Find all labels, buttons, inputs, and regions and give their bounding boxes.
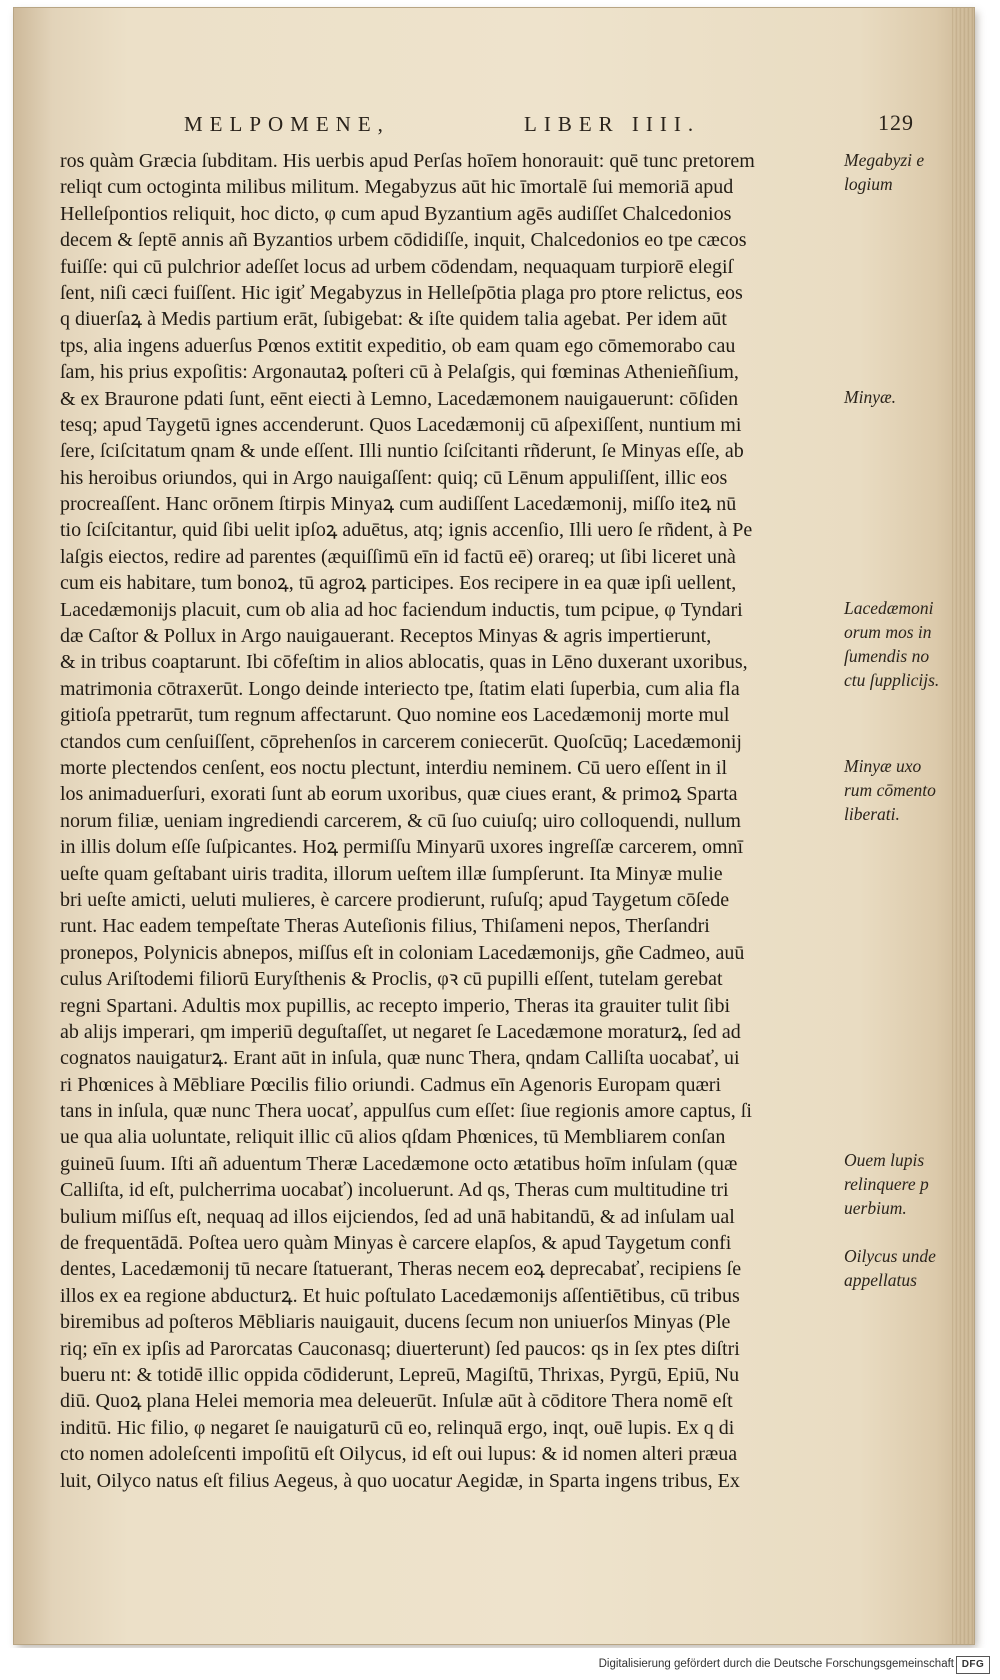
text-line: norum filiæ, ueniam ingrediendi carcerem, & cū ſuo cuiuſq; uiro colloquendi, nullum bbox=[60, 809, 741, 832]
marginal-note-line: liberati. bbox=[844, 804, 900, 824]
text-line: ſere, ſciſcitatum qnam & unde eſſent. Illi nuntio ſciſcitanti rñderunt, ſe Minyas eſſe, ab bbox=[60, 440, 744, 463]
text-line: guineū ſuum. Iſti añ aduentum Theræ Lacedæmone octo ætatibus hoīm inſulam (quæ bbox=[60, 1152, 738, 1175]
text-line: procreaſſent. Hanc orōnem ſtirpis Minyaꝝ cum audiſſent Lacedæmonij, miſſo iteꝝ nū bbox=[60, 493, 737, 516]
text-line: bulium miſſus eſt, nequaq ad illos eijciendos, ſed ad unā habitandū, & ad inſulam ual bbox=[60, 1205, 735, 1228]
text-line: Lacedæmonijs placuit, cum ob alia ad hoc faciendum inductis, tum pcipue, φ Tyndari bbox=[60, 598, 743, 621]
text-line: tio ſciſcitantur, quid ſibi uelit ipſoꝝ aduētus, atq; ignis accenſio, Illi uero ſe rñdent, à Pe bbox=[60, 519, 753, 542]
body-text bbox=[60, 148, 840, 1494]
text-line: ctandos cum cenſuiſſent, cōprehenſos in carcerem coniecerūt. Quoſcūq; Lacedæmonij bbox=[60, 730, 742, 753]
text-line: dæ Caſtor & Pollux in Argo nauigauerant. Receptos Minyas & agris impertierunt, bbox=[60, 625, 712, 648]
text-line: luit, Oilyco natus eſt filius Aegeus, à quo uocatur Aegidæ, in Sparta ingens tribus, Ex bbox=[60, 1469, 740, 1492]
marginal-note-line: Minyæ uxo bbox=[844, 756, 922, 776]
text-line: ue qua alia uoluntate, reliquit illic cū alios qſdam Phœnices, tū Membliarem conſan bbox=[60, 1126, 726, 1149]
marginal-note-line: Megabyzi e bbox=[844, 150, 925, 170]
text-line: his heroibus oriundos, qui in Argo nauigaſſent: quiq; cū Lēnum appuliſſent, illic eos bbox=[60, 466, 728, 489]
text-line: & in tribus coaptarunt. Ibi cōfeſtim in alios ablocatis, quas in Lēno duxerant uxoribus, bbox=[60, 651, 748, 674]
text-line: illos ex ea regione abducturꝝ. Et huic poſtulato Lacedæmonijs aſſentiētibus, cū tribus bbox=[60, 1284, 740, 1307]
text-line: laſgis eiectos, redire ad parentes (æquiſſimū eīn id factū eē) orareq; ut ſibi liceret unà bbox=[60, 545, 736, 568]
text-line: regni Spartani. Adultis mox pupillis, ac recepto imperio, Theras ita grauiter tulit ſibi bbox=[60, 994, 731, 1017]
text-line: reliqt cum octoginta milibus militum. Megabyzus aūt hic īmortalē ſui memoriā apud bbox=[60, 176, 734, 199]
marginal-note-line: Ouem lupis bbox=[844, 1150, 925, 1170]
text-line: ſam, his prius expoſitis: Argonautaꝝ poſteri cū à Pelaſgis, qui fœminas Athenieñſium, bbox=[60, 361, 739, 384]
marginal-note-line: relinquere p bbox=[844, 1174, 929, 1194]
marginal-note-oilycus bbox=[844, 1244, 956, 1292]
marginal-note-lacedaemoniorum-mos bbox=[844, 596, 956, 692]
text-line: decem & ſeptē annis añ Byzantios urbem cōdidiſſe, inquit, Chalcedonios eo tpe cæcos bbox=[60, 229, 747, 252]
text-line: bri ueſte amicti, ueluti mulieres, è carcere prodierunt, ruſuſq; apud Taygetum cōſede bbox=[60, 888, 730, 911]
marginal-note-line: uerbium. bbox=[844, 1198, 907, 1218]
book-page bbox=[14, 8, 974, 1644]
text-line: tans in inſula, quæ nunc Thera uocať, appulſus cum eſſet: ſiue regionis amore captus, ſi bbox=[60, 1100, 752, 1123]
marginal-note-line: Minyæ. bbox=[844, 387, 897, 407]
text-line: culus Ariſtodemi filiorū Euryſthenis & Proclis, φꝛ cū pupilli eſſent, tutelam gerebat bbox=[60, 968, 723, 991]
marginal-note-line: Lacedæmoni bbox=[844, 598, 934, 618]
text-line: ri Phœnices à Mēbliare Pœcilis filio oriundi. Cadmus eīn Agenoris Europam quæri bbox=[60, 1073, 722, 1096]
marginal-note-minyae bbox=[844, 385, 956, 409]
text-line: ſent, niſi cæci fuiſſent. Hic igiť Megabyzus in Helleſpōtia plaga pro ptore relictus, eos bbox=[60, 281, 743, 304]
text-line: q diuerſaꝝ à Medis partium erāt, ſubigebat: & iſte quidem talia agebat. Per idem aūt bbox=[60, 308, 727, 331]
marginal-note-ouem-lupis bbox=[844, 1148, 956, 1220]
running-book: LIBER IIII. bbox=[524, 112, 701, 136]
footer-bar bbox=[0, 1648, 1000, 1680]
folio-number: 129 bbox=[878, 110, 914, 135]
running-head bbox=[184, 112, 914, 142]
marginal-note-line: orum mos in bbox=[844, 622, 932, 642]
dfg-logo: DFG bbox=[956, 1656, 990, 1674]
text-line: tesq; apud Taygetū ignes accenderunt. Quos Lacedæmonij cū aſpexiſſent, nuntium mi bbox=[60, 413, 742, 436]
text-line: runt. Hac eadem tempeſtate Theras Auteſionis filius, Thiſameni nepos, Therſandri bbox=[60, 915, 710, 938]
text-line: pronepos, Polynicis abnepos, miſſus eſt in coloniam Lacedæmonijs, gñe Cadmeo, auū bbox=[60, 941, 745, 964]
text-line: fuiſſe: qui cū pulchrior adeſſet locus ad urbem cōdendam, nequaquam turpiorē elegiſ bbox=[60, 255, 734, 278]
text-line: riq; eīn ex ipſis ad Parorcatas Cauconasq; diuerterunt) ſed paucos: qs in ſex ptes diſtri bbox=[60, 1337, 740, 1360]
marginal-note-line: rum cōmento bbox=[844, 780, 936, 800]
text-line: ros quàm Græcia ſubditam. His uerbis apud Perſas hoīem honorauit: quē tunc pretorem bbox=[60, 150, 755, 172]
text-line: cum eis habitare, tum bonoꝝ, tū agroꝝ participes. Eos recipere in ea quæ ipſi uellent, bbox=[60, 572, 737, 595]
text-line: de frequentādā. Poſtea uero quàm Minyas è carcere elapſos, & apud Taygetum confi bbox=[60, 1232, 732, 1255]
text-line: diū. Quoꝝ plana Helei memoria mea deleuerūt. Inſulæ aūt à cōditore Thera nomē eſt bbox=[60, 1390, 733, 1413]
marginal-note-minyae-uxorum bbox=[844, 754, 956, 826]
text-line: gitioſa ppetrarūt, tum regnum affectarunt. Quo nomine eos Lacedæmonij morte mul bbox=[60, 704, 730, 727]
text-line: cognatos nauigaturꝝ. Erant aūt in inſula, quæ nunc Thera, qndam Calliſta uocabať, ui bbox=[60, 1047, 740, 1070]
text-line: inditū. Hic filio, φ negaret ſe nauigaturū cū eo, relinquā ergo, inqt, ouē lupis. Ex q di bbox=[60, 1416, 735, 1439]
text-line: Helleſpontios reliquit, hoc dicto, φ cum apud Byzantium agēs audiſſet Chalcedonios bbox=[60, 202, 732, 225]
page-edge bbox=[952, 8, 974, 1644]
footer-credit: Digitalisierung gefördert durch die Deutsche Forschungsgemeinschaft bbox=[598, 1658, 954, 1670]
text-line: Calliſta, id eſt, pulcherrima uocabať) incoluerunt. Ad qs, Theras cum multitudine tri bbox=[60, 1179, 729, 1202]
running-title: MELPOMENE, bbox=[184, 112, 390, 136]
text-line: los animaduerſuri, exorati ſunt ab eorum uxoribus, quæ ciues erant, & primoꝝ Sparta bbox=[60, 783, 738, 806]
marginal-note-megabyzi-elogium bbox=[844, 148, 956, 196]
marginal-note-line: Oilycus unde bbox=[844, 1246, 936, 1266]
text-line: morte plectendos cenſent, eos noctu plectunt, interdiu neminem. Cū uero eſſent in il bbox=[60, 756, 728, 779]
text-line: ab alijs imperari, qm imperiū deguſtaſſet, ut negaret ſe Lacedæmone moraturꝝ, ſed ad bbox=[60, 1020, 741, 1043]
text-line: biremibus ad poſteros Mēbliaris nauigauit, ducens ſecum non uniuerſos Minyas (Ple bbox=[60, 1311, 731, 1334]
marginal-note-line: logium bbox=[844, 174, 893, 194]
text-line: cto nomen adoleſcenti impoſitū eſt Oilycus, id eſt oui lupus: & id nomen alteri præua bbox=[60, 1443, 738, 1466]
marginal-note-line: ctu ſupplicijs. bbox=[844, 670, 940, 690]
text-line: & ex Braurone pdati ſunt, eēnt eiecti à Lemno, Lacedæmonem nauigauerunt: cōſiden bbox=[60, 387, 739, 410]
text-line: dentes, Lacedæmonij tū necare ſtatuerant, Theras necem eoꝝ deprecabať, recipiens ſe bbox=[60, 1258, 742, 1281]
text-line: matrimonia cōtraxerūt. Longo deinde interiecto tpe, ſtatim elati ſuperbia, cum alia fla bbox=[60, 677, 740, 700]
marginal-note-line: appellatus bbox=[844, 1270, 917, 1290]
marginal-note-line: ſumendis no bbox=[844, 646, 930, 666]
text-line: in illis dolum eſſe ſuſpicantes. Hoꝝ permiſſu Minyarū uxores ingreſſæ carcerem, omnī bbox=[60, 836, 744, 859]
text-line: tps, alia ingens aduerſus Pœnos extitit expeditio, ob eam quam ego cōmemorabo cau bbox=[60, 334, 736, 357]
text-line: ueſte quam geſtabant uiris tradita, illorum ueſtem illæ ſumpſerunt. Ita Minyæ mulie bbox=[60, 862, 723, 885]
text-line: bueru nt: & totidē illic oppida cōdiderunt, Lepreū, Magiſtū, Thrixas, Pyrgū, Epiū, Nu bbox=[60, 1363, 740, 1386]
